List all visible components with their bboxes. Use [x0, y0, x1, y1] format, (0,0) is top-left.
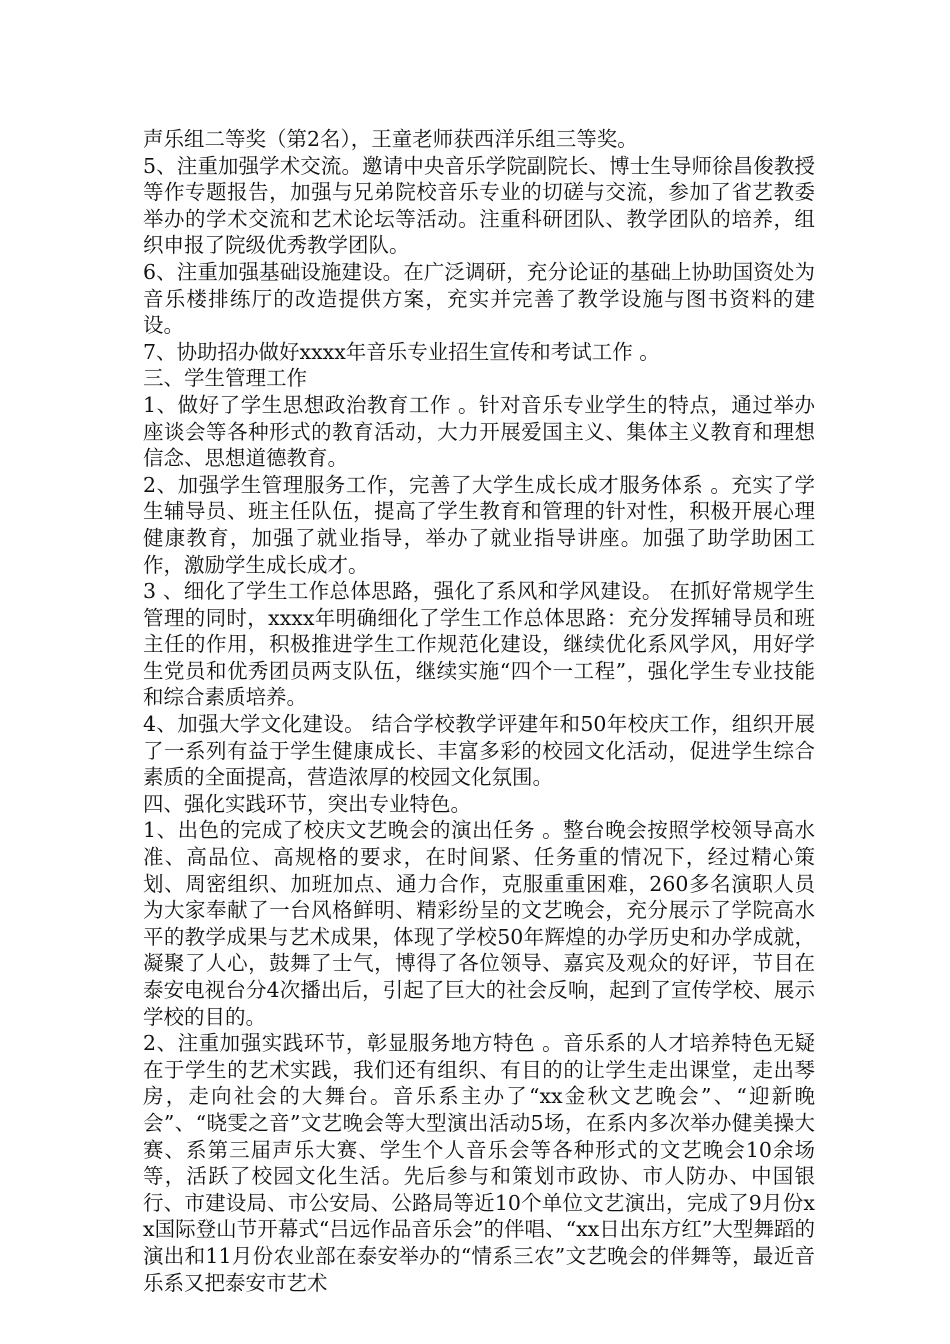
- paragraph-campus-culture: 4、加强大学文化建设。 结合学校教学评建年和50年校庆工作，组织开展了一系列有益于学生健康成长、丰富多彩的校园文化活动，促进学生综合素质的全面提高，营造浓厚的校园文化氛围。: [143, 712, 815, 790]
- document-body: [143, 126, 815, 1296]
- paragraph-academic-exchange: 5、注重加强学术交流。邀请中央音乐学院副院长、博士生导师徐昌俊教授等作专题报告，加强与兄弟院校音乐专业的切磋与交流，参加了省艺教委举办的学术交流和艺术论坛等活动。注重科研团队、教学团队的培养，组织申报了院级优秀教学团队。: [143, 153, 815, 258]
- paragraph-admissions: 7、协助招办做好xxxx年音乐专业招生宣传和考试工作 。: [143, 339, 660, 364]
- paragraph-continuation: 声乐组二等奖（第2名），王童老师获西洋乐组三等奖。: [143, 127, 638, 151]
- paragraph-practice-service: 2、注重加强实践环节，彰显服务地方特色 。音乐系的人才培养特色无疑在于学生的艺术实践，我们还有组织、有目的的让学生走出课堂，走出琴房，走向社会的大舞台。音乐系主办了“xx金秋文艺晚会”、“迎新晚会”、“晓雯之音”文艺晚会等大型演出活动5场，在系内多次举办健美操大赛、系第三届声乐大赛、学生个人音乐会等各种形式的文艺晚会10余场等，活跃了校园文化生活。先后参与和策划市政协、市人防办、中国银行、市建设局、市公安局、公路局等近10个单位文艺演出，完成了9月份xx国际登山节开幕式“吕远作品音乐会”的伴唱、“xx日出东方红”大型舞蹈的演出和11月份农业部在泰安举办的“情系三农”文艺晚会的伴舞等，最近音乐系又把泰安市艺术: [143, 1031, 815, 1295]
- section-heading-practice: 四、强化实践环节，突出专业特色。: [143, 791, 471, 816]
- paragraph-ideological-education: 1、做好了学生思想政治教育工作 。针对音乐专业学生的特点，通过举办座谈会等各种形式的教育活动，大力开展爱国主义、集体主义教育和理想信念、思想道德教育。: [143, 392, 815, 471]
- paragraph-infrastructure: 6、注重加强基础设施建设。在广泛调研，充分论证的基础上协助国资处为音乐楼排练厅的改造提供方案，充实并完善了教学设施与图书资料的建设。: [143, 259, 815, 338]
- paragraph-student-services: 2、加强学生管理服务工作，完善了大学生成长成才服务体系 。充实了学生辅导员、班主任队伍，提高了学生教育和管理的针对性，积极开展心理健康教育，加强了就业指导，举办了就业指导讲座。加强了助学助困工作，激励学生成长成才。: [143, 472, 815, 577]
- paragraph-anniversary-gala: 1、出色的完成了校庆文艺晚会的演出任务 。整台晚会按照学校领导高水准、高品位、高规格的要求，在时间紧、任务重的情况下，经过精心策划、周密组织、加班加点、通力合作，克服重重困难，260多名演职人员为大家奉献了一台风格鲜明、精彩纷呈的文艺晚会，充分展示了学院高水平的教学成果与艺术成果，体现了学校50年辉煌的办学历史和办学成就，凝聚了人心，鼓舞了士气，博得了各位领导、嘉宾及观众的好评，节目在泰安电视台分4次播出后，引起了巨大的社会反响，起到了宣传学校、展示学校的目的。: [143, 818, 815, 1029]
- paragraph-student-work-ideas: 3 、细化了学生工作总体思路，强化了系风和学风建设。 在抓好常规学生管理的同时，xxxx年明确细化了学生工作总体思路：充分发挥辅导员和班主任的作用，积极推进学生工作规范化建设，继续优化系风学风，用好学生党员和优秀团员两支队伍，继续实施“四个一工程”，强化学生专业技能和综合素质培养。: [143, 579, 815, 710]
- section-heading-student-management: 三、学生管理工作: [143, 366, 307, 391]
